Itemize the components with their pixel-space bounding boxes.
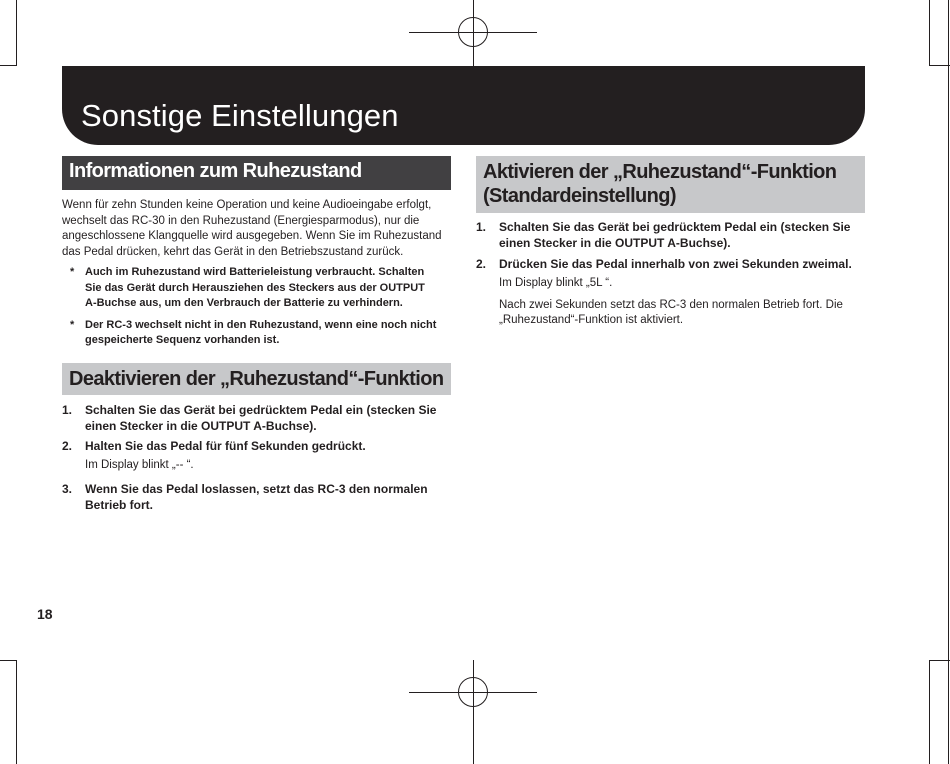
note-battery: * Auch im Ruhezustand wird Batterieleistung verbraucht. Schalten Sie das Gerät durch Herausziehen des Steckers aus der OUTPUT A-Buchse aus, um den Verbrauch der Batterie zu verhindern. — [70, 266, 425, 309]
step-number: 2. — [62, 438, 73, 453]
registration-circle — [458, 677, 488, 707]
crop-mark — [929, 660, 950, 661]
right-column — [476, 156, 865, 329]
crop-mark — [929, 660, 930, 764]
crop-mark — [929, 0, 930, 66]
deactivate-step-2: 2. Halten Sie das Pedal für fünf Sekunden gedrückt. — [62, 438, 366, 453]
crop-mark — [929, 65, 950, 66]
page-number: 18 — [37, 606, 53, 622]
section-heading-info: Informationen zum Ruhezustand — [62, 156, 451, 190]
note-sequence: * Der RC-3 wechselt nicht in den Ruhezustand, wenn eine noch nicht gespeicherte Sequenz vorhanden ist. — [70, 318, 437, 346]
crop-mark — [0, 660, 17, 661]
crop-mark — [16, 0, 17, 66]
deactivate-step-2-display: Im Display blinkt „-- “. — [85, 458, 194, 471]
registration-circle — [458, 17, 488, 47]
activate-step-2-result: Nach zwei Sekunden setzt das RC-3 den normalen Betrieb fort. Die „Ruhezustand“-Funktion ist aktiviert. — [499, 298, 843, 326]
page-title-bar — [62, 66, 865, 145]
activate-step-1: 1. Schalten Sie das Gerät bei gedrücktem Pedal ein (stecken Sie einen Stecker in die OUTPUT A-Buchse). — [476, 220, 851, 250]
note-bullet: * — [70, 266, 75, 278]
activate-step-2-display: Im Display blinkt „5L “. — [499, 277, 613, 289]
step-number: 3. — [62, 482, 73, 496]
info-paragraph: Wenn für zehn Stunden keine Operation und keine Audioeingabe erfolgt, wechselt das RC-30 in den Ruhezustand (Energiesparmodus), nur die angeschlossene Klangquelle wird ausgegeben. Wenn Sie im Ruhezustand das Pedal drücken, kehrt das Gerät in den Betriebszustand zurück. — [62, 199, 442, 258]
crop-mark — [948, 0, 949, 764]
registration-mark — [473, 660, 474, 764]
crop-mark — [16, 660, 17, 764]
deactivate-step-3: 3. Wenn Sie das Pedal loslassen, setzt das RC-3 den normalen Betrieb fort. — [62, 482, 428, 512]
activate-step-2: 2. Drücken Sie das Pedal innerhalb von zwei Sekunden zweimal. — [476, 257, 852, 271]
step-number: 2. — [476, 257, 487, 271]
section-heading-activate: Aktivieren der „Ruhezustand“-Funktion (Standardeinstellung) — [476, 156, 865, 213]
deactivate-step-1: 1. Schalten Sie das Gerät bei gedrücktem Pedal ein (stecken Sie einen Stecker in die OUTPUT A-Buchse). — [62, 402, 437, 433]
step-number: 1. — [476, 220, 487, 234]
page-title: Sonstige Einstellungen — [81, 98, 399, 133]
step-number: 1. — [62, 402, 73, 417]
section-heading-deactivate: Deaktivieren der „Ruhezustand“-Funktion — [62, 363, 451, 395]
note-bullet: * — [70, 318, 75, 331]
left-column — [62, 156, 451, 513]
crop-mark — [0, 65, 17, 66]
